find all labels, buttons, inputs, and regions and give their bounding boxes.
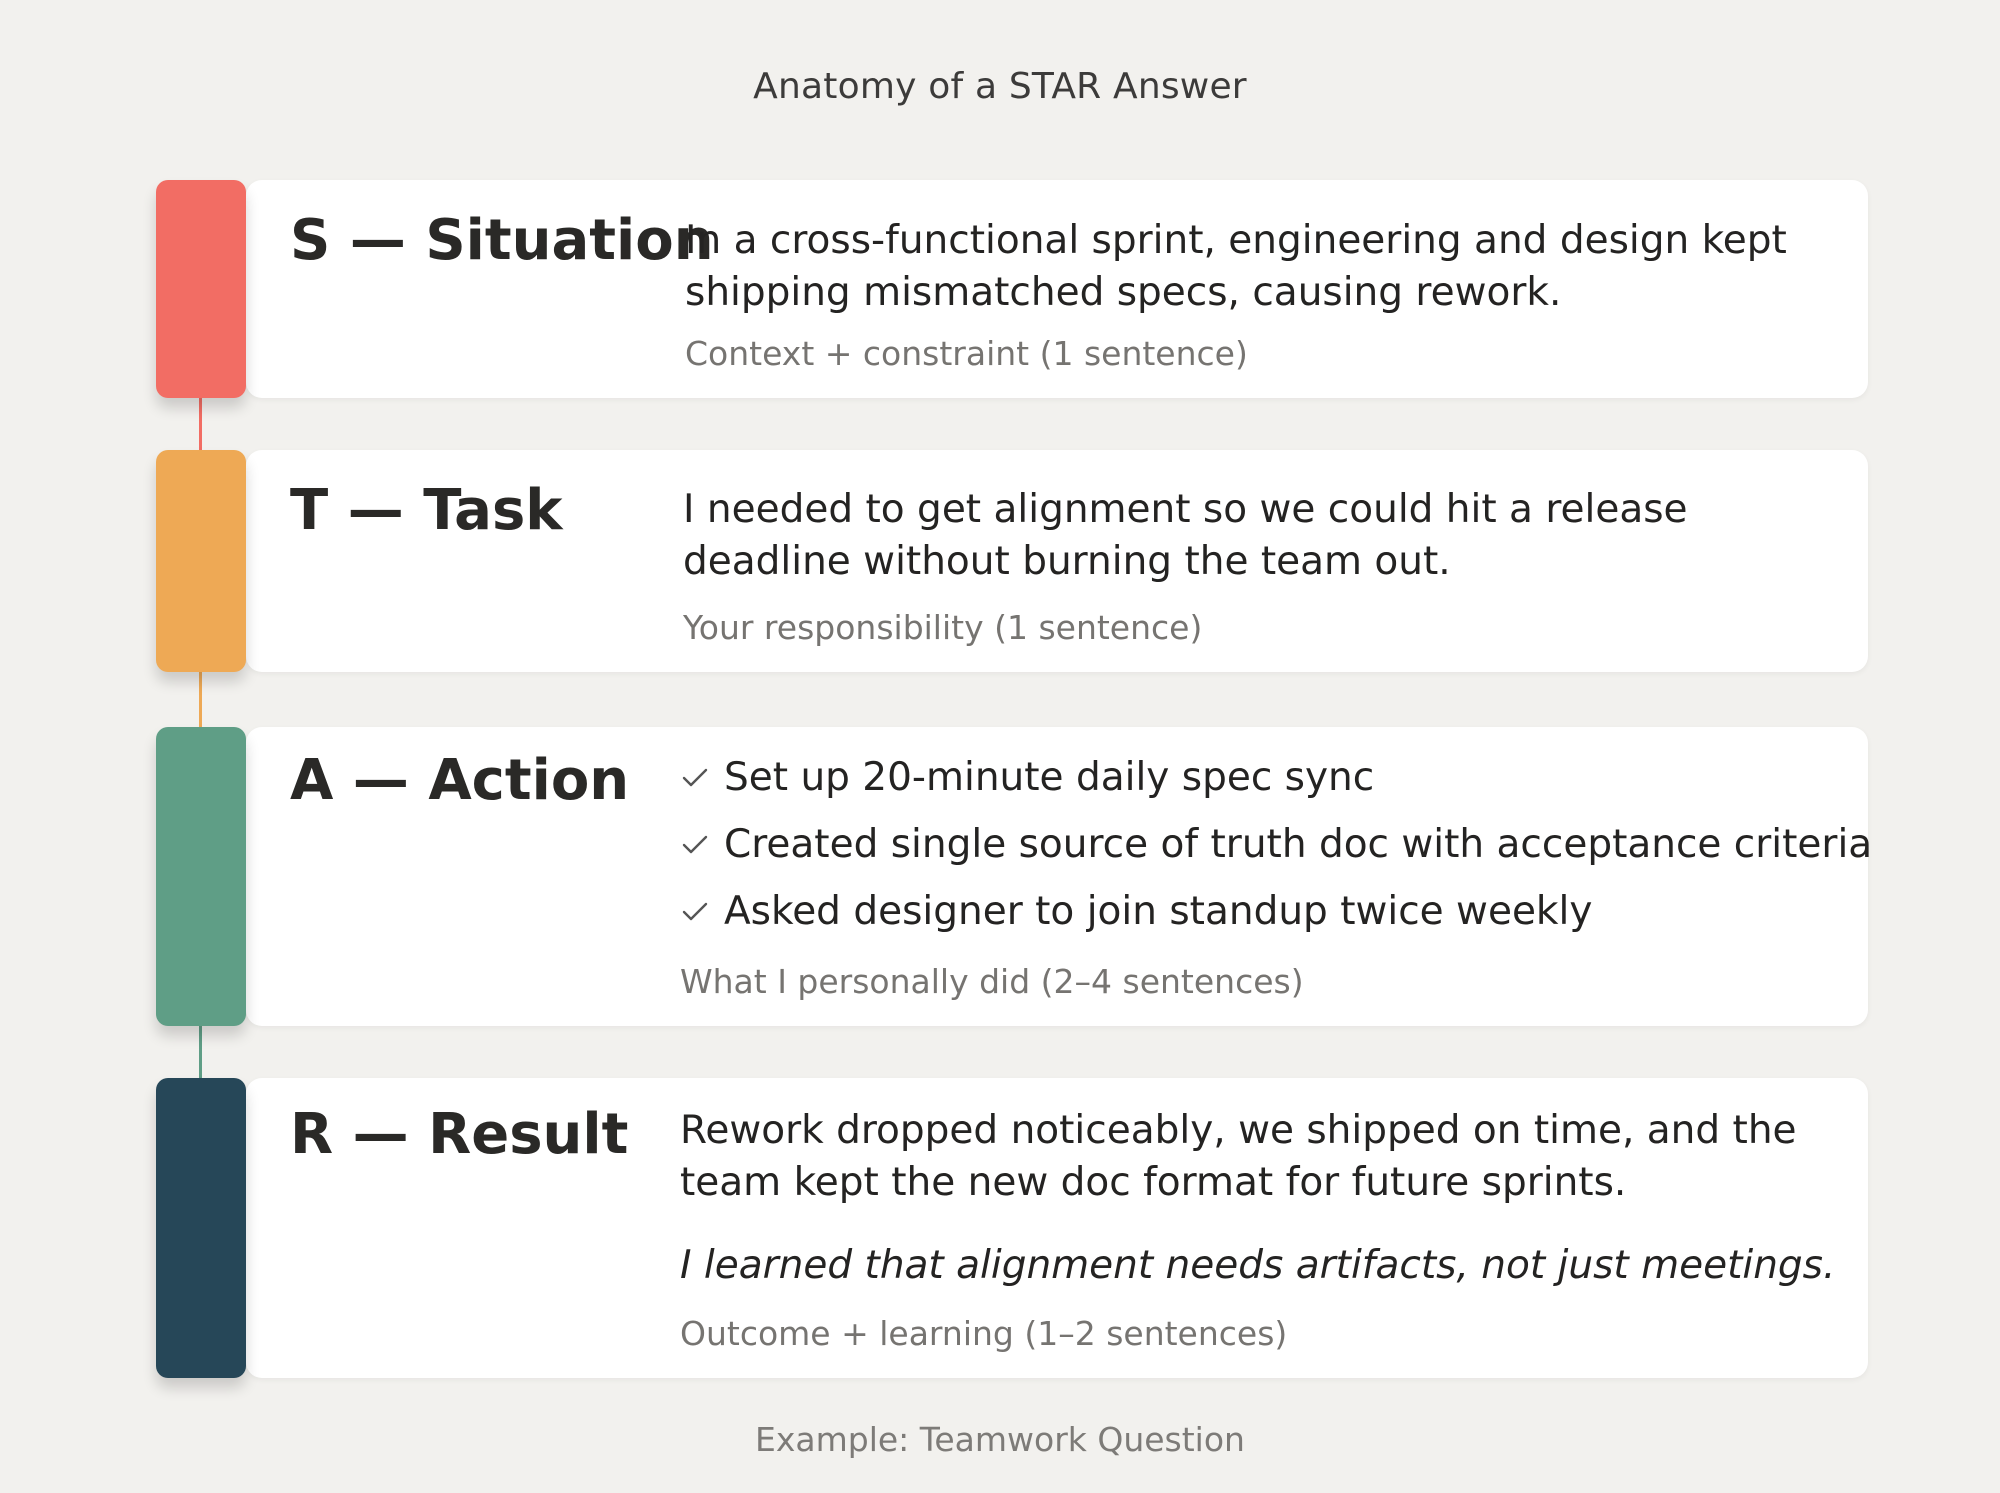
- connector-s-t: [199, 398, 202, 450]
- result-heading: R — Result: [290, 1102, 629, 1167]
- result-learning: I learned that alignment needs artifacts, not just meetings.: [680, 1243, 1836, 1288]
- result-text: Rework dropped noticeably, we shipped on time, and the team kept the new doc format for future sprints.: [680, 1108, 1797, 1205]
- connector-a-r: [199, 1026, 202, 1078]
- action-item: [678, 811, 1872, 878]
- connector-t-a: [199, 672, 202, 727]
- task-color-bar: [156, 450, 246, 672]
- action-item: [678, 878, 1872, 945]
- checkmark-icon: [678, 828, 712, 862]
- action-item-text: Created single source of truth doc with acceptance criteria: [724, 822, 1873, 867]
- checkmark-icon: [678, 761, 712, 795]
- diagram-title: Anatomy of a STAR Answer: [753, 66, 1247, 107]
- checkmark-icon: [678, 895, 712, 929]
- situation-heading: S — Situation: [290, 208, 714, 273]
- task-hint: Your responsibility (1 sentence): [683, 608, 1203, 647]
- task-heading: T — Task: [290, 478, 563, 543]
- situation-text: In a cross-functional sprint, engineering and design kept shipping mismatched specs, causing rework.: [685, 218, 1787, 315]
- action-item: [678, 744, 1872, 811]
- result-hint: Outcome + learning (1–2 sentences): [680, 1314, 1288, 1353]
- diagram-footer: Example: Teamwork Question: [755, 1420, 1245, 1459]
- task-text: I needed to get alignment so we could hit a release deadline without burning the team out.: [683, 487, 1688, 584]
- situation-hint: Context + constraint (1 sentence): [685, 334, 1248, 373]
- action-hint: What I personally did (2–4 sentences): [680, 962, 1304, 1001]
- situation-color-bar: [156, 180, 246, 398]
- action-heading: A — Action: [290, 748, 630, 813]
- action-list: [678, 744, 1872, 945]
- action-color-bar: [156, 727, 246, 1026]
- action-item-text: Asked designer to join standup twice weekly: [724, 889, 1593, 934]
- action-item-text: Set up 20-minute daily spec sync: [724, 755, 1375, 800]
- result-color-bar: [156, 1078, 246, 1378]
